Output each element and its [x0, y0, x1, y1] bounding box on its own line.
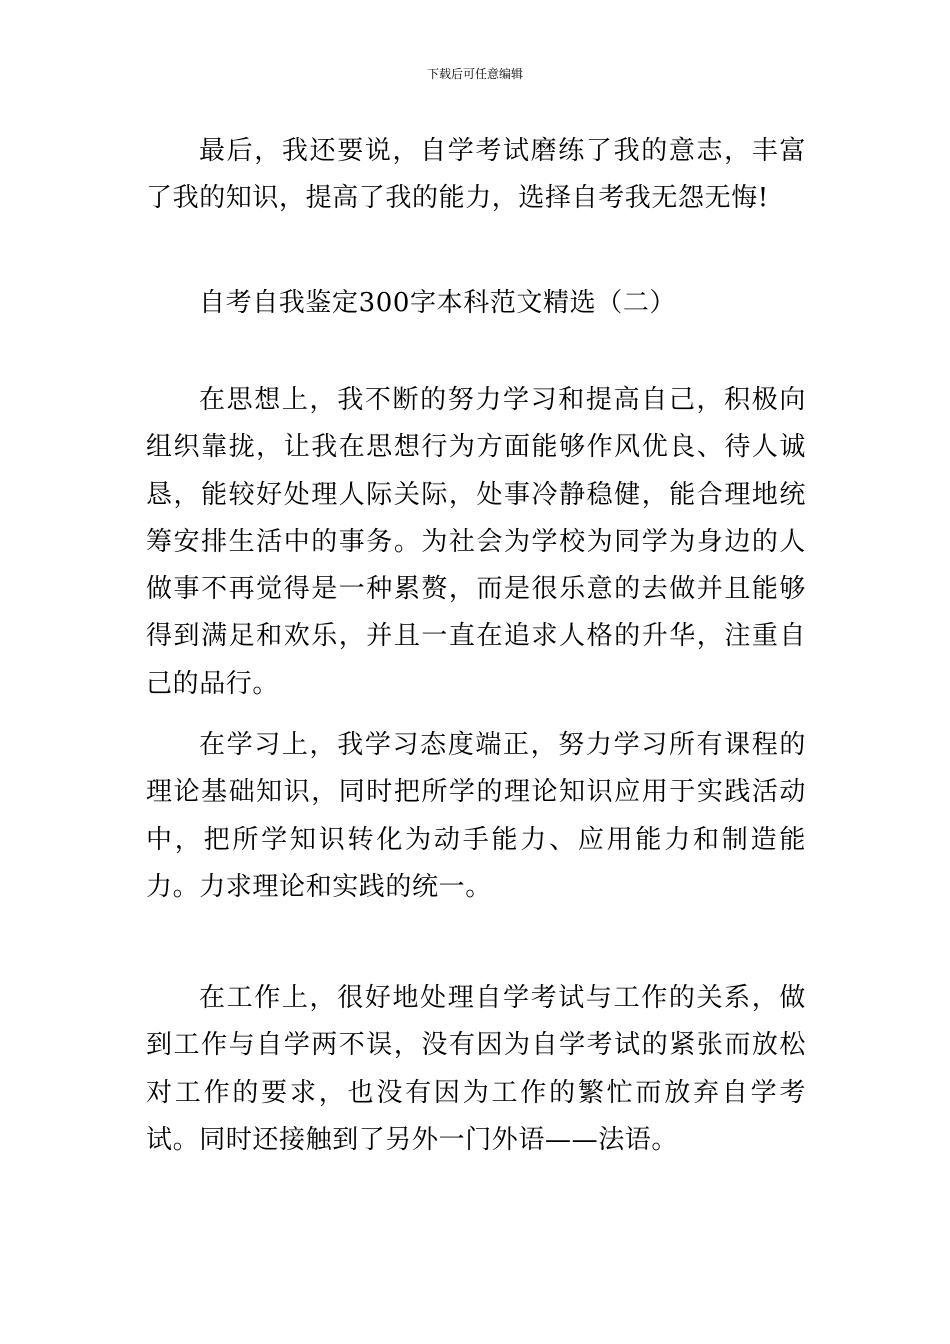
paragraph-thought: 在思想上，我不断的努力学习和提高自己，积极向组织靠拢，让我在思想行为方面能够作风优良、待人诚恳，能较好处理人际关际，处事冷静稳健，能合理地统筹安排生活中的事务。为社会为学校为同学为身边的人做事不再觉得是一种累赘，而是很乐意的去做并且能够得到满足和欢乐，并且一直在追求人格的升华，注重自己的品行。: [146, 385, 806, 699]
section-heading: 自考自我鉴定300字本科范文精选（二）: [199, 288, 677, 318]
paragraph-conclusion: 最后，我还要说，自学考试磨练了我的意志，丰富了我的知识，提高了我的能力，选择自考我无怨无悔!: [146, 136, 806, 214]
page-header: 下载后可任意编辑: [426, 67, 523, 81]
paragraph-work: 在工作上，很好地处理自学考试与工作的关系，做到工作与自学两不误，没有因为自学考试的紧张而放松对工作的要求，也没有因为工作的繁忙而放弃自学考试。同时还接触到了另外一门外语——法语。: [146, 983, 806, 1155]
paragraph-study: 在学习上，我学习态度端正，努力学习所有课程的理论基础知识，同时把所学的理论知识应用于实践活动中，把所学知识转化为动手能力、应用能力和制造能力。力求理论和实践的统一。: [146, 730, 806, 902]
